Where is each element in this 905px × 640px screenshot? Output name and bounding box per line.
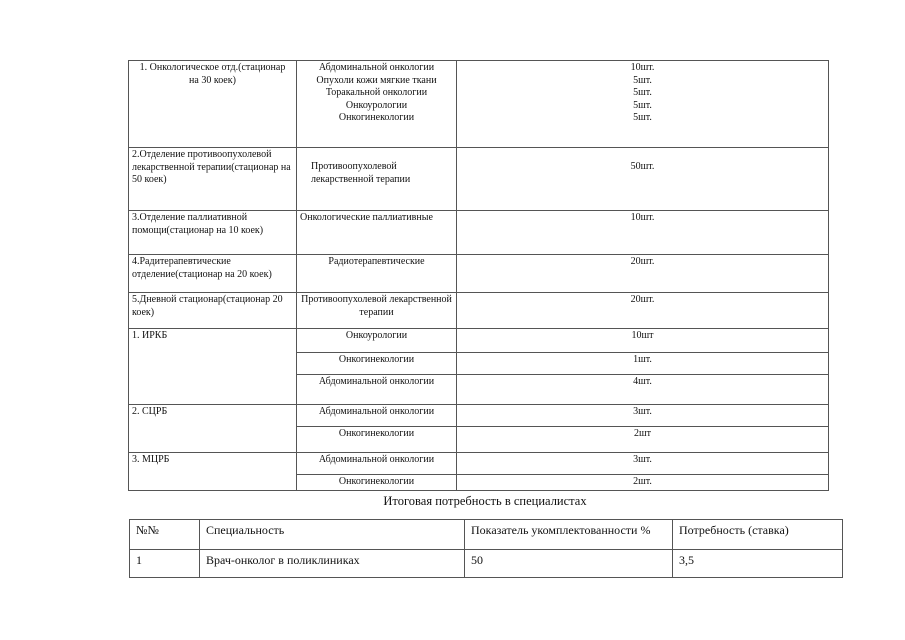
- department-count: 20шт.: [457, 293, 829, 329]
- department-profiles: [297, 61, 457, 148]
- department-counts: [457, 61, 829, 148]
- profile-item: Абдоминальной онкологии: [318, 62, 435, 73]
- table-row: [129, 293, 829, 329]
- table-row: [129, 329, 829, 353]
- table-row: [129, 211, 829, 255]
- table-header-row: [130, 520, 843, 550]
- hospital-profile: Онкогинекологии: [297, 353, 457, 375]
- count-item: 5шт.: [633, 99, 652, 111]
- department-profile: Противоопухолевой лекарственной терапии: [297, 293, 457, 329]
- column-header: Специальность: [200, 520, 465, 550]
- table-cell: 3,5: [673, 550, 843, 578]
- summary-title: Итоговая потребность в специалистах: [383, 494, 587, 508]
- hospital-name: 2. СЦРБ: [129, 405, 297, 453]
- equipment-table: [128, 60, 829, 491]
- hospital-profile: Онкогинекологии: [297, 427, 457, 453]
- department-count: 10шт.: [457, 211, 829, 255]
- hospital-name: 3. МЦРБ: [129, 453, 297, 491]
- hospital-count: 3шт.: [457, 405, 829, 427]
- hospital-profile: Абдоминальной онкологии: [297, 453, 457, 475]
- profile-item: Онкогинекологии: [338, 112, 415, 123]
- hospital-count: 4шт.: [457, 375, 829, 405]
- department-profile: Онкологические паллиативные: [297, 211, 457, 255]
- hospital-profile: Онкогинекологии: [297, 475, 457, 491]
- count-item: 5шт.: [633, 112, 652, 123]
- department-name: 5.Дневной стационар(стационар 20 коек): [129, 293, 297, 329]
- hospital-profile: Абдоминальной онкологии: [297, 405, 457, 427]
- department-profile: Радиотерапевтические: [297, 255, 457, 293]
- hospital-name: 1. ИРКБ: [129, 329, 297, 405]
- department-name: 4.Радитерапевтические отделение(стационар на 20 коек): [129, 255, 297, 293]
- hospital-count: 2шт: [457, 427, 829, 453]
- table-cell: 50: [465, 550, 673, 578]
- table-row: [130, 550, 843, 578]
- summary-table: [129, 519, 843, 578]
- count-item: 5шт.: [633, 87, 652, 98]
- table-cell: 1: [130, 550, 200, 578]
- count-item: 5шт.: [633, 74, 652, 86]
- table-cell: Врач-онколог в поликлиниках: [200, 550, 465, 578]
- count-item: 10шт.: [630, 62, 655, 73]
- profile-item: Опухоли кожи мягкие ткани: [316, 74, 437, 86]
- hospital-count: 3шт.: [457, 453, 829, 475]
- profile-item: Торакальной онкологии: [325, 87, 428, 98]
- hospital-count: 2шт.: [457, 475, 829, 491]
- department-profile: Противоопухолевой лекарственной терапии: [297, 148, 457, 211]
- profile-item: Онкоурологии: [345, 99, 408, 111]
- table-row: [129, 453, 829, 475]
- department-count: 20шт.: [457, 255, 829, 293]
- table-row: [129, 61, 829, 148]
- hospital-profile: Абдоминальной онкологии: [297, 375, 457, 405]
- hospital-count: 10шт: [457, 329, 829, 353]
- column-header: Потребность (ставка): [673, 520, 843, 550]
- department-name: 3.Отделение паллиативной помощи(стационар на 10 коек): [129, 211, 297, 255]
- table-row: [129, 255, 829, 293]
- hospital-count: 1шт.: [457, 353, 829, 375]
- column-header: №№: [130, 520, 200, 550]
- table-row: [129, 148, 829, 211]
- table-row: [129, 405, 829, 427]
- department-name: 2.Отделение противоопухолевой лекарственной терапии(стационар на 50 коек): [129, 148, 297, 211]
- hospital-profile: Онкоурологии: [297, 329, 457, 353]
- department-name: 1. Онкологическое отд.(стационар на 30 коек): [129, 61, 297, 148]
- department-count: 50шт.: [457, 148, 829, 211]
- column-header: Показатель укомплектованности %: [465, 520, 673, 550]
